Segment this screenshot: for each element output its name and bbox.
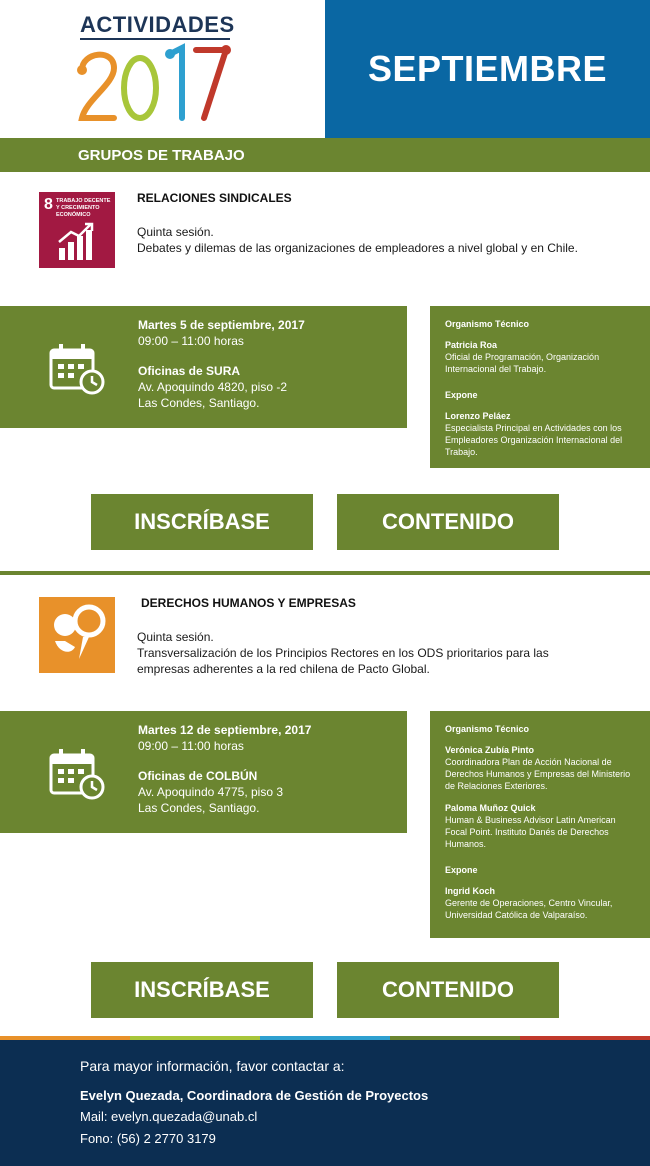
speaker-name: Ingrid Koch xyxy=(445,886,495,896)
section-bar xyxy=(0,138,650,172)
event-city: Las Condes, Santiago. xyxy=(138,801,260,815)
section-divider xyxy=(0,571,650,575)
register-button[interactable]: INSCRÍBASE xyxy=(91,494,313,550)
item-description xyxy=(137,629,549,677)
header xyxy=(0,0,650,138)
logo-year-graphic xyxy=(74,40,234,126)
reduced-inequalities-icon xyxy=(39,597,115,673)
event-date: Martes 12 de septiembre, 2017 xyxy=(138,723,312,737)
event-address: Av. Apoquindo 4775, piso 3 xyxy=(138,785,284,799)
contact-intro: Para mayor información, favor contactar a: xyxy=(80,1058,345,1074)
speakers-box xyxy=(430,306,650,468)
organismo-label: Organismo Técnico xyxy=(445,724,530,734)
month-label: SEPTIEMBRE xyxy=(367,48,608,89)
event-details xyxy=(138,722,311,816)
item-title: DERECHOS HUMANOS Y EMPRESAS xyxy=(141,596,356,610)
ods-10-reduced-inequalities-icon xyxy=(39,597,115,673)
contact-name: Evelyn Quezada, Coordinadora de Gestión de Proyectos xyxy=(80,1088,429,1103)
content-button[interactable]: CONTENIDO xyxy=(337,494,559,550)
item-description xyxy=(137,224,578,256)
event-date: Martes 5 de septiembre, 2017 xyxy=(138,318,305,332)
event-info-box xyxy=(0,306,407,428)
speaker-entry xyxy=(445,885,640,921)
expone-label: Expone xyxy=(445,865,478,875)
speaker-entry xyxy=(445,339,640,375)
footer xyxy=(0,1040,650,1166)
expone-label: Expone xyxy=(445,390,478,400)
item-description-line: Quinta sesión. xyxy=(137,630,214,644)
ods-text: TRABAJO DECENTE Y CRECIMIENTO ECONÓMICO xyxy=(56,198,111,218)
speaker-role: Especialista Principal en Actividades con los Empleadores Organización Internacional del Trabajo. xyxy=(445,423,623,457)
speaker-name: Lorenzo Peláez xyxy=(445,411,511,421)
ods-number: 8 xyxy=(44,196,53,213)
event-info-box xyxy=(0,711,407,833)
speaker-name: Verónica Zubía Pinto xyxy=(445,745,535,755)
speaker-role: Gerente de Operaciones, Centro Vincular, Universidad Católica de Valparaíso. xyxy=(445,898,613,920)
item-title: RELACIONES SINDICALES xyxy=(137,191,292,205)
logo-title: ACTIVIDADES xyxy=(80,12,235,37)
contact-phone: Fono: (56) 2 2770 3179 xyxy=(80,1131,216,1146)
event-venue: Oficinas de COLBÚN xyxy=(138,769,258,783)
item-description-line: Quinta sesión. xyxy=(137,225,214,239)
event-address: Av. Apoquindo 4820, piso -2 xyxy=(138,380,288,394)
speaker-entry xyxy=(445,410,640,458)
event-time: 09:00 – 11:00 horas xyxy=(138,334,244,348)
speaker-entry xyxy=(445,802,640,850)
item-description-line: empresas adherentes a la red chilena de Pacto Global. xyxy=(137,662,430,676)
item-description-line: Transversalización de los Principios Rectores en los ODS prioritarios para las xyxy=(137,646,549,660)
speaker-name: Patricia Roa xyxy=(445,340,498,350)
calendar-clock-icon xyxy=(49,747,105,801)
event-venue: Oficinas de SURA xyxy=(138,364,241,378)
register-button[interactable]: INSCRÍBASE xyxy=(91,962,313,1018)
month-banner xyxy=(325,0,650,138)
contact-mail[interactable]: Mail: evelyn.quezada@unab.cl xyxy=(80,1109,258,1124)
organismo-label: Organismo Técnico xyxy=(445,319,530,329)
item-description-line: Debates y dilemas de las organizaciones de empleadores a nivel global y en Chile. xyxy=(137,241,578,255)
speaker-role: Oficial de Programación, Organización Internacional del Trabajo. xyxy=(445,352,600,374)
event-details xyxy=(138,317,305,411)
speakers-box xyxy=(430,711,650,938)
growth-chart-icon xyxy=(57,222,97,262)
speaker-entry xyxy=(445,744,640,792)
ods-8-growth-chart-icon xyxy=(39,192,115,268)
speaker-role: Coordinadora Plan de Acción Nacional de Derechos Humanos y Empresas del Ministerio de Relaciones Exteriores. xyxy=(445,757,631,791)
speaker-name: Paloma Muñoz Quick xyxy=(445,803,536,813)
event-city: Las Condes, Santiago. xyxy=(138,396,260,410)
speaker-role: Human & Business Advisor Latin American Focal Point. Instituto Danés de Derechos Humanos. xyxy=(445,815,616,849)
logo xyxy=(0,0,325,138)
section-title: GRUPOS DE TRABAJO xyxy=(78,147,245,164)
event-time: 09:00 – 11:00 horas xyxy=(138,739,244,753)
calendar-clock-icon xyxy=(49,342,105,396)
content-button[interactable]: CONTENIDO xyxy=(337,962,559,1018)
